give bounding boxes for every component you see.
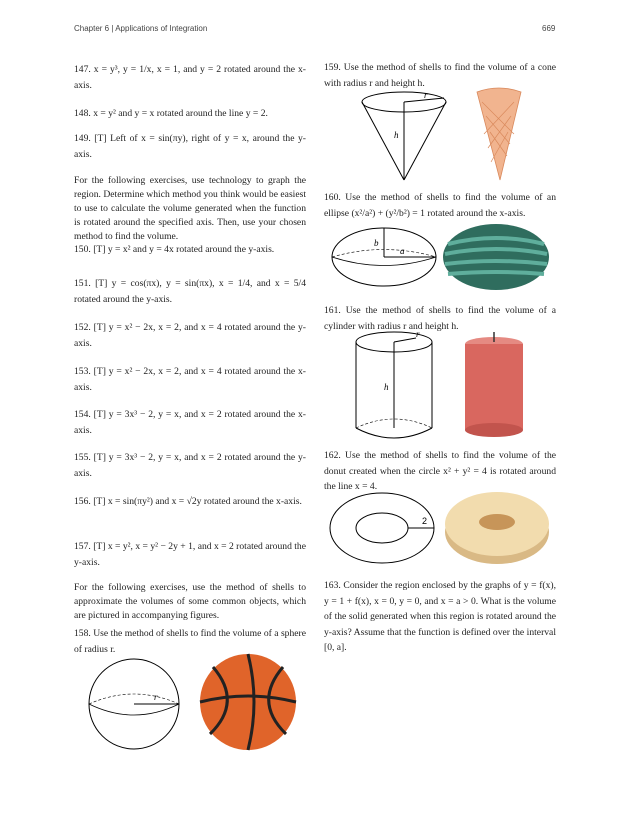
exercise-162: 162. Use the method of shells to find the volume of the donut created when the circle x² + y² = 4 is rotated around the line x = 4.	[324, 450, 556, 492]
exercise-152: 152. [T] y = x² − 2x, x = 2, and x = 4 rotated around the y-axis.	[74, 322, 306, 349]
exercise-149: 149. [T] Left of x = sin(πy), right of y = x, around the y-axis.	[74, 133, 306, 160]
cone-diagram	[356, 88, 456, 188]
exercise-154: 154. [T] y = 3x³ − 2, y = x, and x = 2 rotated around the x-axis.	[74, 409, 306, 436]
exercise-163: 163. Consider the region enclosed by the graphs of y = f(x), y = 1 + f(x), x = 0, y = 0, and x = a > 0. What is the volume of the solid generated when this region is rotated around the y-axis? Assume that the function is defined over the interval [0, a].	[324, 580, 556, 653]
instructions-technology: For the following exercises, use technology to graph the region. Determine which method you think would be easiest to use to calculate the volume generated when the function is rotated around the specified axis. Then, use your chosen method to find the volume.	[74, 175, 306, 242]
exercise-155: 155. [T] y = 3x³ − 2, y = x, and x = 2 rotated around the y-axis.	[74, 452, 306, 479]
exercise-161: 161. Use the method of shells to find the volume of a cylinder with radius r and height h.	[324, 305, 556, 332]
exercise-153: 153. [T] y = x² − 2x, x = 2, and x = 4 rotated around the x-axis.	[74, 366, 306, 393]
exercise-148: 148. x = y² and y = x rotated around the line y = 2.	[74, 108, 268, 119]
ellipsoid-a-label: a	[400, 246, 405, 256]
torus-diagram	[328, 490, 438, 566]
exercise-157: 157. [T] x = y², x = y² − 2y + 1, and x = 2 rotated around the y-axis.	[74, 541, 306, 568]
exercise-160: 160. Use the method of shells to find the volume of an ellipse (x²/a²) + (y²/b²) = 1 rotated around the x-axis.	[324, 192, 556, 219]
cylinder-diagram	[354, 330, 436, 442]
basketball-image	[198, 652, 298, 752]
donut-image	[444, 488, 550, 566]
exercise-147: 147. x = y³, y = 1/x, x = 1, and y = 2 rotated around the x-axis.	[74, 64, 306, 91]
ellipsoid-b-label: b	[374, 238, 379, 248]
ellipsoid-diagram	[330, 224, 438, 290]
exercise-159: 159. Use the method of shells to find the volume of a cone with radius r and height h.	[324, 62, 556, 89]
watermelon-image	[442, 222, 550, 292]
exercise-156: 156. [T] x = sin(πy²) and x = √2y rotated around the x-axis.	[74, 496, 302, 507]
running-header: Chapter 6 | Applications of Integration	[74, 24, 208, 33]
exercise-158: 158. Use the method of shells to find the volume of a sphere of radius r.	[74, 628, 306, 655]
exercise-150: 150. [T] y = x² and y = 4x rotated around the y-axis.	[74, 244, 275, 255]
instructions-shells: For the following exercises, use the method of shells to approximate the volumes of some common objects, which are pictured in accompanying figures.	[74, 582, 306, 621]
cone-radius-label: r	[424, 90, 428, 100]
ice-cream-cone-image	[474, 84, 524, 184]
cylinder-height-label: h	[384, 382, 389, 392]
exercise-151: 151. [T] y = cos(πx), y = sin(πx), x = 1/4, and x = 5/4 rotated around the y-axis.	[74, 278, 306, 305]
sphere-diagram	[74, 656, 194, 756]
torus-radius-label: 2	[422, 516, 428, 526]
cylinder-radius-label: r	[416, 330, 420, 339]
sphere-radius-label: r	[154, 692, 158, 702]
cone-height-label: h	[394, 130, 399, 140]
page-number: 669	[542, 24, 556, 33]
candle-image	[462, 330, 526, 438]
